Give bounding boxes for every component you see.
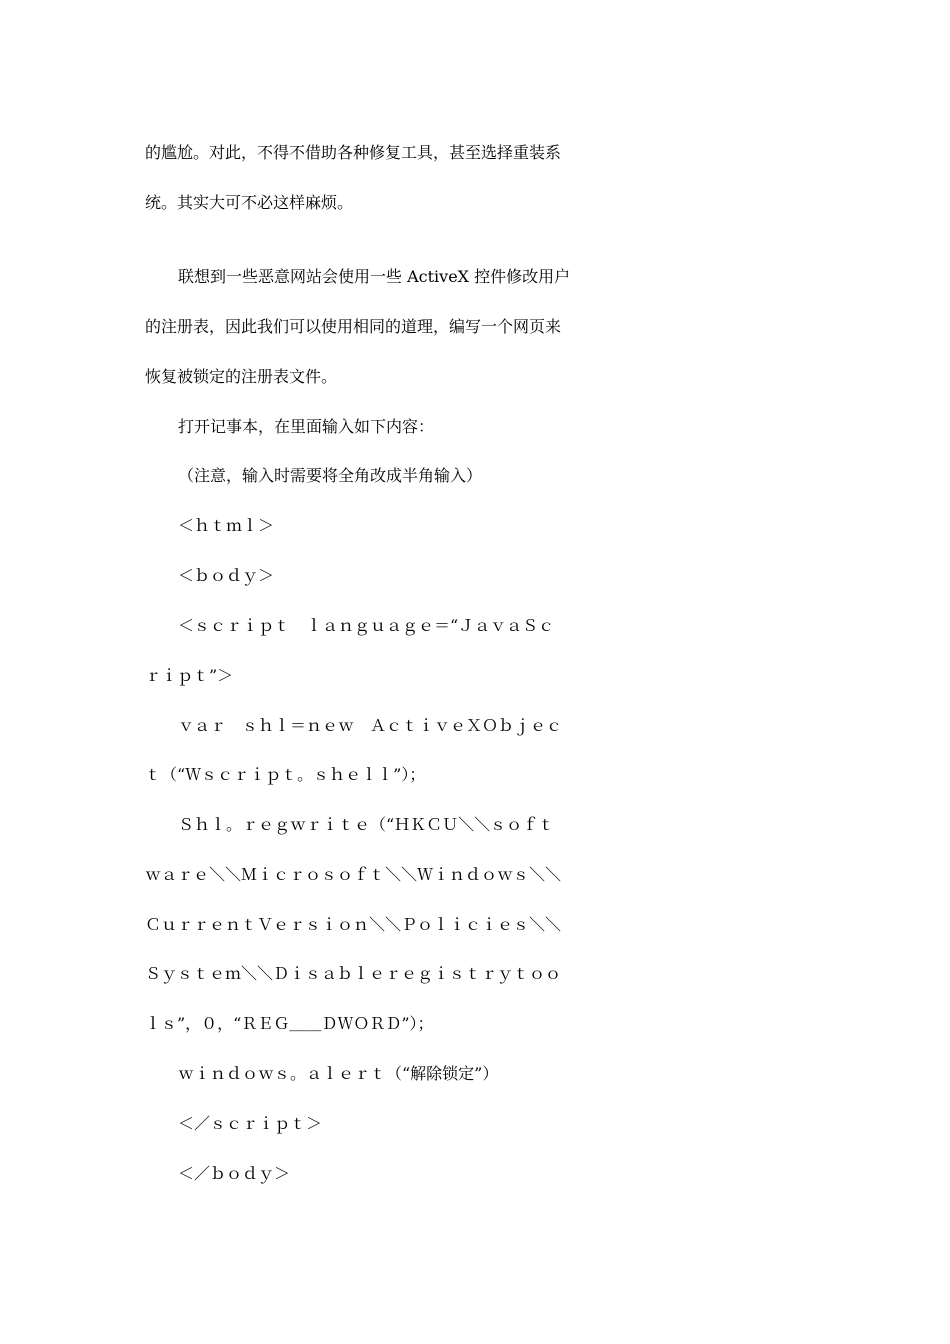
code-line: ＣｕｒｒｅｎｔＶｅｒｓｉｏｎ＼＼Ｐｏｌｉｃｉｅｓ＼＼ [145, 915, 562, 934]
code-line: Ｓｙｓｔｅｍ＼＼Ｄｉｓａｂｌｅｒｅｇｉｓｔｒｙｔｏｏ [145, 964, 562, 983]
code-line: ＜／ｂｏｄｙ＞ [178, 1164, 291, 1183]
code-line: ｒｉｐｔ”＞ [145, 666, 234, 685]
code-line: ＜ｂｏｄｙ＞ [178, 566, 275, 585]
paragraph-line: 统。其实大可不必这样麻烦。 [145, 193, 354, 212]
code-line: ＜ｈｔｍｌ＞ [178, 516, 275, 535]
code-line: ＜／ｓｃｒｉｐｔ＞ [178, 1114, 323, 1133]
code-line: ｗａｒｅ＼＼Ｍｉｃｒｏｓｏｆｔ＼＼Ｗｉｎｄｏｗｓ＼＼ [145, 865, 562, 884]
paragraph-line: 恢复被锁定的注册表文件。 [145, 367, 338, 386]
paragraph-line: 打开记事本，在里面输入如下内容： [178, 417, 435, 436]
paragraph-line: 的尴尬。对此，不得不借助各种修复工具，甚至选择重装系 [145, 143, 562, 162]
code-line: Ｓｈｌ。ｒｅｇｗｒｉｔｅ（“ＨＫＣＵ＼＼ｓｏｆｔ [178, 815, 555, 834]
code-line: ｗｉｎｄｏｗｓ。ａｌｅｒｔ（“解除锁定”） [178, 1064, 499, 1083]
code-line: ｔ（“Ｗｓｃｒｉｐｔ。ｓｈｅｌｌ”）； [145, 765, 426, 784]
note-line: （注意，输入时需要将全角改成半角输入） [178, 466, 483, 485]
code-line: ｌｓ”，０，“ＲＥＧ＿＿ＤＷＯＲＤ”）； [145, 1014, 434, 1033]
code-line: ｖａｒ ｓｈｌ＝ｎｅｗ ＡｃｔｉｖｅＸＯｂｊｅｃ [178, 716, 563, 735]
paragraph-line: 联想到一些恶意网站会使用一些 ActiveX 控件修改用户 [178, 267, 571, 286]
paragraph-line: 的注册表，因此我们可以使用相同的道理，编写一个网页来 [145, 317, 562, 336]
code-line: ＜ｓｃｒｉｐｔ ｌａｎｇｕａｇｅ＝“ＪａｖａＳｃ [178, 616, 555, 635]
